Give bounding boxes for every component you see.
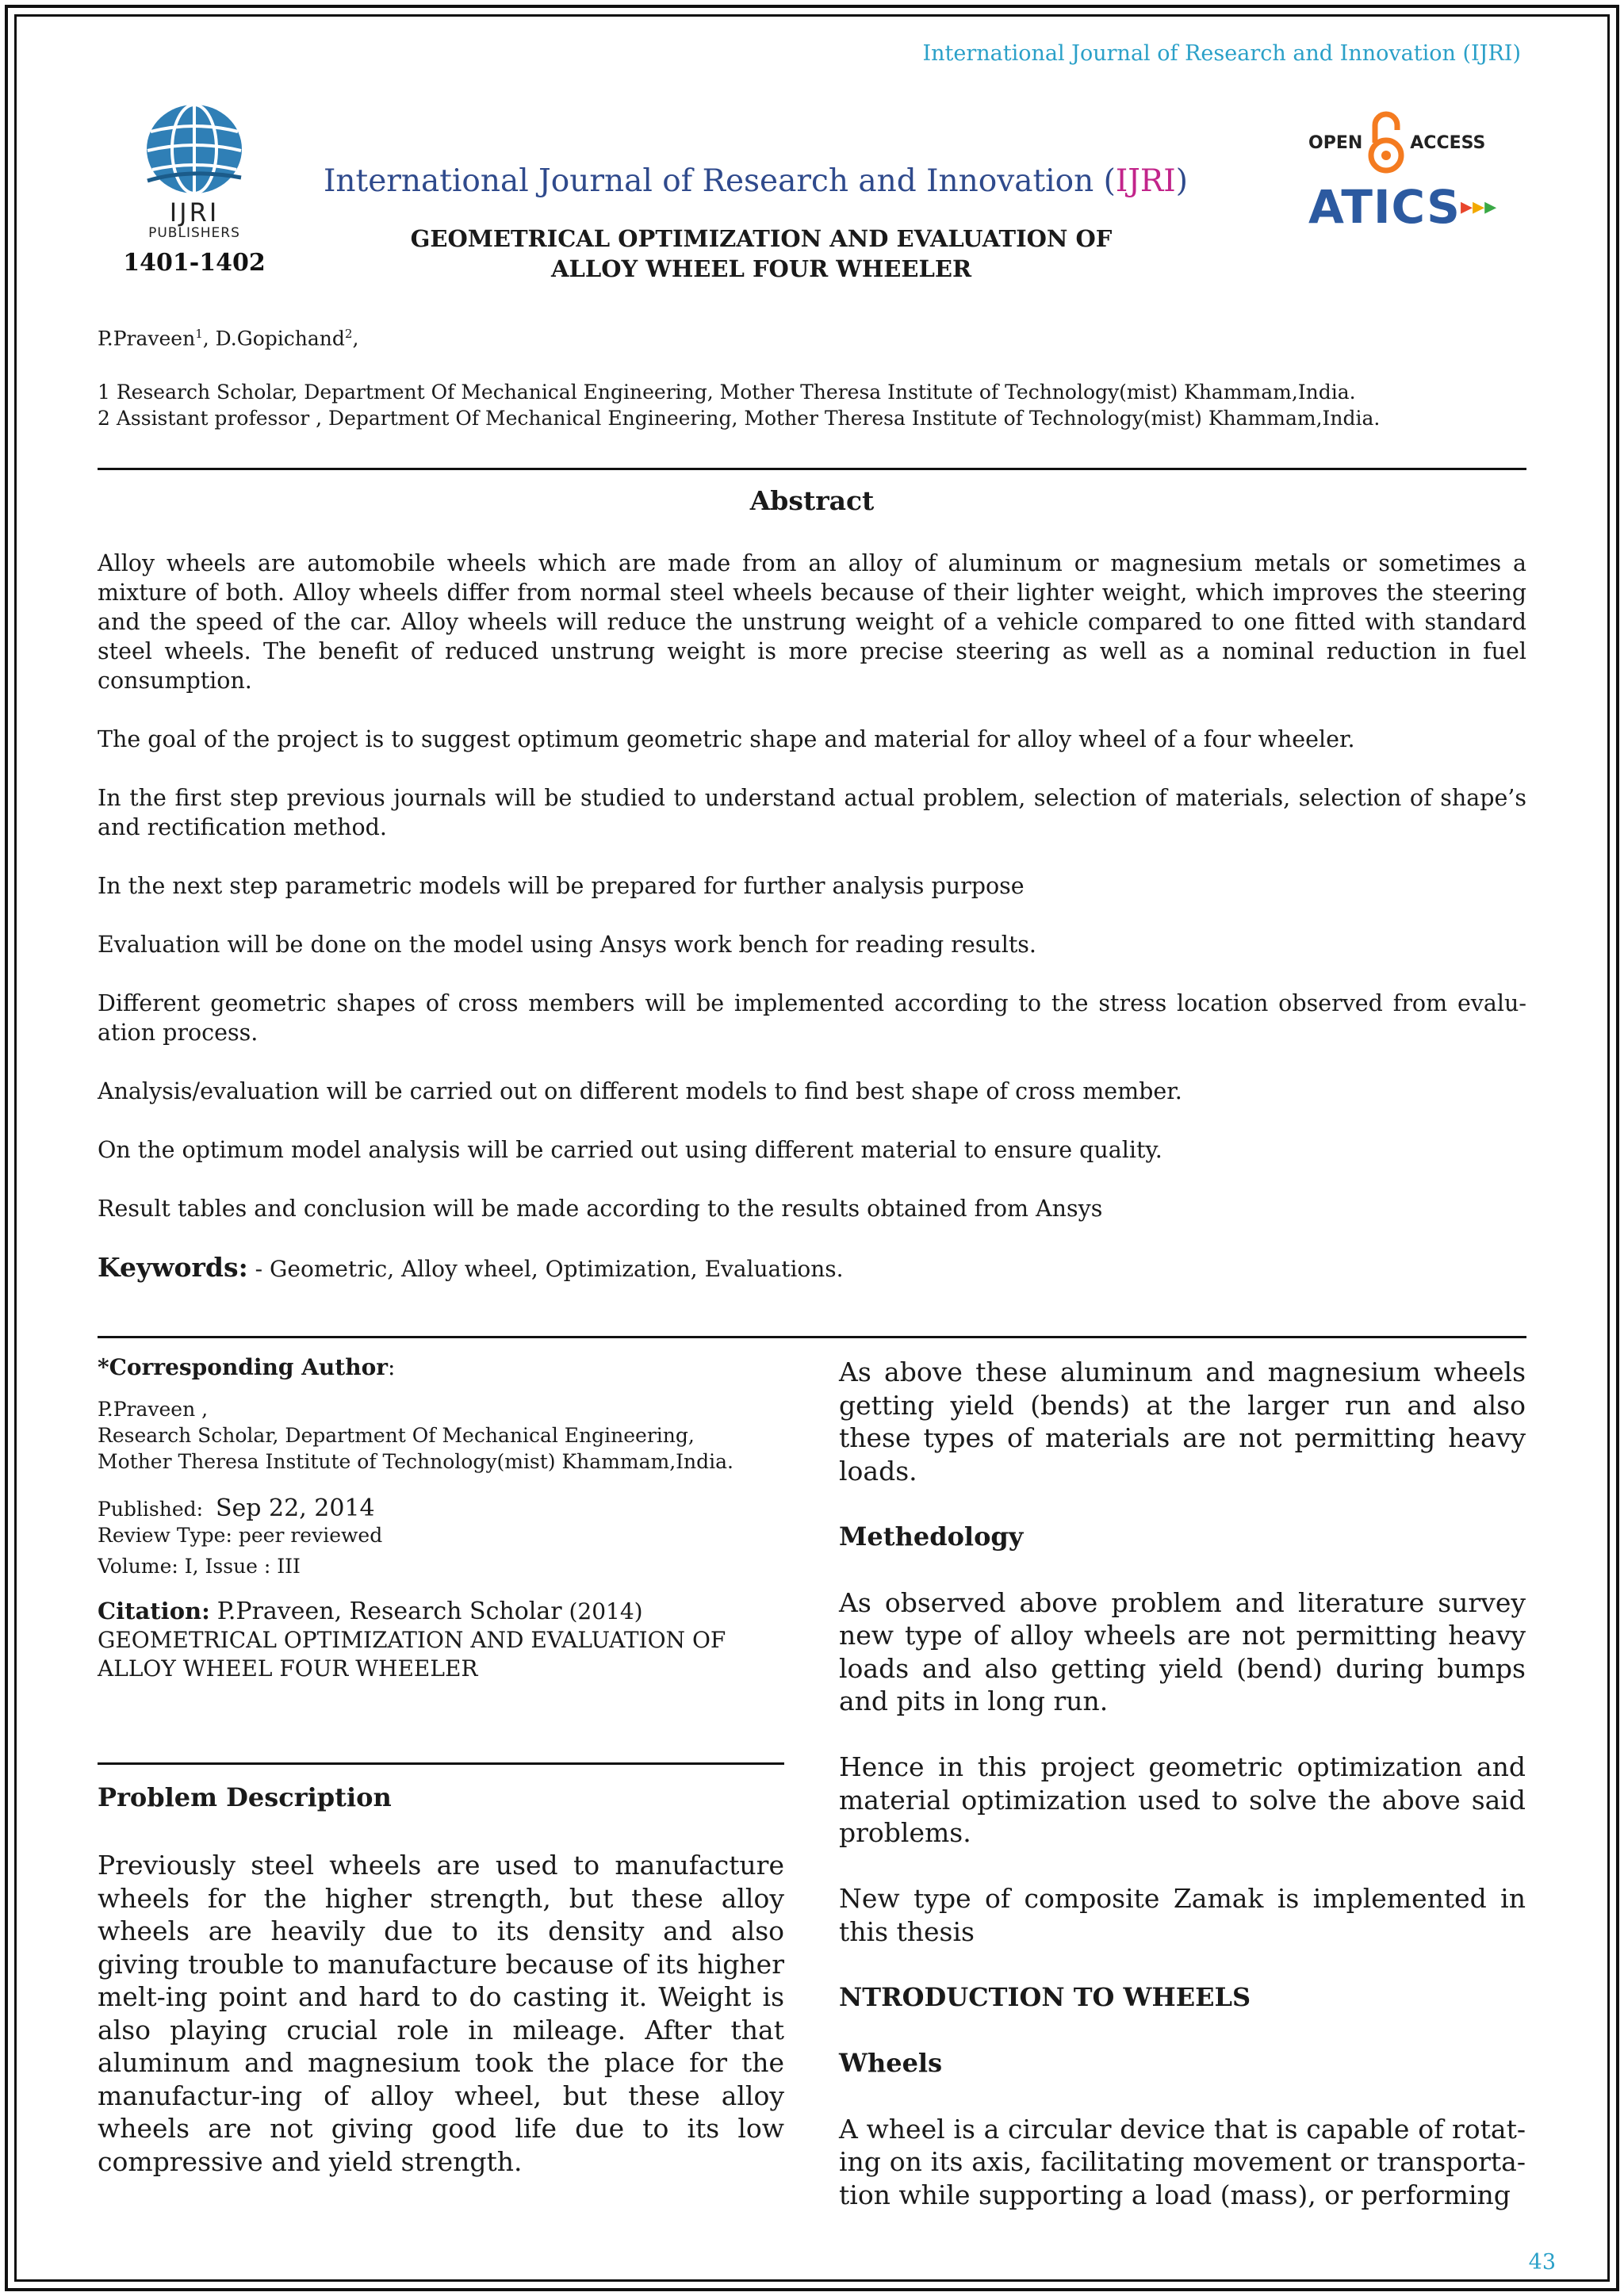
arrow-icons: ▸▸▸ <box>1460 193 1497 220</box>
abstract-paragraph: Different geometric shapes of cross members will be implemented according to the stress location observed from evalu-ation process. <box>98 990 1526 1046</box>
keywords-label: Keywords: <box>98 1252 248 1283</box>
citation-author: P.Praveen, Research Scholar <box>216 1598 562 1625</box>
abstract-paragraph: Evaluation will be done on the model using Ansys work bench for reading results. <box>98 932 1036 958</box>
author-1-sup: 1 <box>195 327 203 341</box>
keywords-list: - Geometric, Alloy wheel, Optimization, Evaluations. <box>247 1256 844 1282</box>
abstract-heading: Abstract <box>749 485 875 516</box>
divider <box>98 1336 1526 1338</box>
open-access-logo <box>1308 111 1515 174</box>
author-sep: , <box>202 327 216 350</box>
body-paragraph: As above these aluminum and magnesium wheels getting yield (bends) at the larger run and also these types of materials are not permitting heavy loads. <box>839 1357 1526 1487</box>
journal-title-close: ) <box>1175 163 1188 199</box>
abstract-body <box>98 549 1526 1313</box>
introduction-heading: NTRODUCTION TO WHEELS <box>839 1981 1251 2012</box>
author-list <box>98 327 358 350</box>
abstract-paragraph: In the next step parametric models will be prepared for further analysis purpose <box>98 873 1025 899</box>
open-lock-icon <box>1367 111 1405 174</box>
keywords <box>98 1253 1526 1284</box>
globe-icon <box>141 101 247 200</box>
abstract-paragraph: Alloy wheels are automobile wheels which are made from an alloy of aluminum or magnesium metals or sometimes a mixture of both. Alloy wheels differ from normal steel wheels because of their lighter weight, which improves the steering and the speed of the car. Alloy wheels will reduce the unstrung weight of a vehicle compared to one fitted with standard steel wheels. The benefit of reduced unstrung weight is more precise steering as well as a nominal reduction in fuel consumption. <box>98 550 1526 694</box>
journal-abbr: IJRI <box>1115 163 1176 199</box>
affiliations <box>98 379 1380 431</box>
methodology-heading: Methedology <box>839 1521 1024 1552</box>
problem-description-text: Previously steel wheels are used to manufacture wheels for the higher strength, but these alloy wheels are heavily due to its density and also giving trouble to manufacture because of its higher melt-ing point and hard to do casting it. Weight is also playing crucial role in mileage. After that aluminum and magnesium took the place for the manufactur-ing of alloy wheel, but these alloy wheels are not giving good life due to its low compressive and yield strength. <box>98 1850 784 2177</box>
paper-title <box>373 224 1150 284</box>
review-type: Review Type: peer reviewed <box>98 1524 383 1547</box>
abstract-paragraph: The goal of the project is to suggest optimum geometric shape and material for alloy wheel of a four wheeler. <box>98 726 1355 752</box>
citation <box>98 1597 784 1683</box>
corresponding-author-label: *Corresponding Author <box>98 1354 388 1380</box>
abstract-paragraph: In the first step previous journals will be studied to understand actual problem, selection of materials, selection of shape’s and rectification method. <box>98 785 1526 840</box>
atics-text: ATICS <box>1308 180 1461 234</box>
published-value: Sep 22, 2014 <box>215 1494 375 1522</box>
citation-title-line-1: GEOMETRICAL OPTIMIZATION AND EVALUATION OF <box>98 1627 726 1653</box>
paper-title-line-1: GEOMETRICAL OPTIMIZATION AND EVALUATION OF <box>410 225 1113 252</box>
corresponding-author-heading <box>98 1354 784 1380</box>
body-paragraph: New type of composite Zamak is implemented in this thesis <box>839 1883 1526 1947</box>
citation-year: (2014) <box>569 1598 643 1624</box>
corresponding-author-name: P.Praveen , <box>98 1398 209 1421</box>
published-date <box>98 1495 784 1522</box>
paper-title-line-2: ALLOY WHEEL FOUR WHEELER <box>550 255 972 282</box>
body-paragraph: A wheel is a circular device that is capable of rotat-ing on its axis, facilitating movement or transporta-tion while supporting a load (mass), or performing <box>839 2113 1526 2210</box>
corresponding-author-inst: Mother Theresa Institute of Technology(mist) Khammam,India. <box>98 1450 733 1473</box>
open-access-atics-logos <box>1308 111 1515 234</box>
issn-code: 1401-1402 <box>123 249 266 277</box>
author-end: , <box>352 327 359 350</box>
abstract-paragraph: Result tables and conclusion will be made according to the results obtained from Ansys <box>98 1196 1103 1222</box>
body-paragraph: Hence in this project geometric optimization and material optimization used to solve the above said problems. <box>839 1751 1526 1848</box>
affiliation-1: 1 Research Scholar, Department Of Mechanical Engineering, Mother Theresa Institute of Technology(mist) Khammam,India. <box>98 381 1356 404</box>
access-label: ACCESS <box>1410 132 1486 153</box>
running-head: International Journal of Research and Innovation (IJRI) <box>922 41 1521 66</box>
divider <box>98 1762 784 1765</box>
citation-label: Citation: <box>98 1598 210 1624</box>
body-paragraph: As observed above problem and literature survey new type of alloy wheels are not permitting heavy loads and also getting yield (bend) during bumps and pits in long run. <box>839 1586 1526 1716</box>
volume-issue: Volume: I, Issue : III <box>98 1555 301 1578</box>
corresponding-author-block <box>98 1354 784 1683</box>
author-2-sup: 2 <box>344 327 353 341</box>
ijri-logo-publishers: PUBLISHERS <box>148 225 240 241</box>
journal-title-text: International Journal of Research and Innovation ( <box>324 163 1116 199</box>
page-number: 43 <box>1528 2250 1556 2275</box>
published-label: Published: <box>98 1498 204 1521</box>
author-1: P.Praveen <box>98 327 196 350</box>
open-label: OPEN <box>1308 132 1363 153</box>
corresponding-author-dept: Research Scholar, Department Of Mechanical Engineering, <box>98 1424 695 1447</box>
ijri-logo-mark: IJRI <box>169 197 220 228</box>
divider <box>98 468 1526 470</box>
citation-title-line-2: ALLOY WHEEL FOUR WHEELER <box>98 1655 478 1682</box>
right-column <box>839 1356 1526 2244</box>
atics-logo <box>1308 180 1515 234</box>
ijri-publishers-logo <box>119 101 270 277</box>
affiliation-2: 2 Assistant professor , Department Of Mechanical Engineering, Mother Theresa Institute of Technology(mist) Khammam,India. <box>98 407 1381 430</box>
problem-description-heading: Problem Description <box>98 1782 392 1812</box>
abstract-paragraph: On the optimum model analysis will be carried out using different material to ensure quality. <box>98 1137 1162 1163</box>
author-2: D.Gopichand <box>215 327 345 350</box>
abstract-paragraph: Analysis/evaluation will be carried out on different models to find best shape of cross member. <box>98 1078 1182 1104</box>
corresponding-author-colon: : <box>388 1354 396 1380</box>
journal-title <box>324 163 1188 199</box>
wheels-heading: Wheels <box>839 2047 943 2078</box>
